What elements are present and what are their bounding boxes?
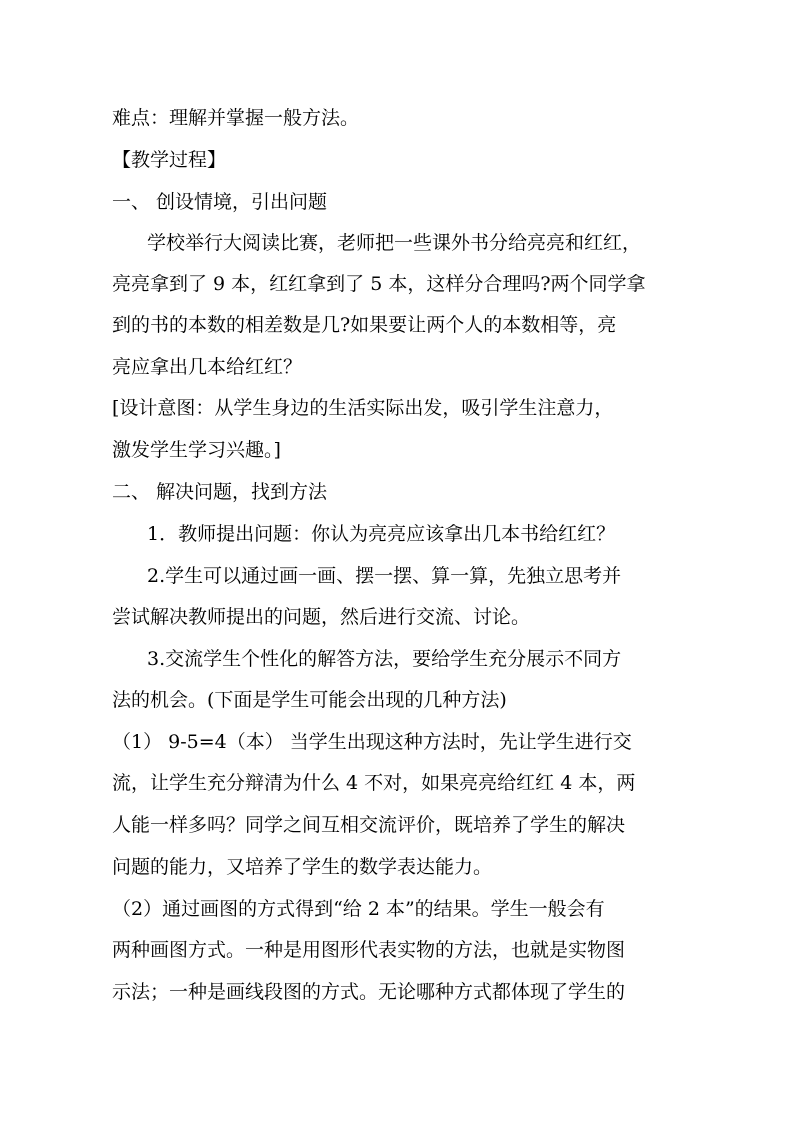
section-heading-teaching-process: 【教学过程】 — [112, 149, 227, 171]
method-1-line: 流，让学生充分辩清为什么 4 不对，如果亮亮给红红 4 本，两 — [112, 772, 636, 794]
method-1-line: 人能一样多吗？同学之间互相交流评价，既培养了学生的解决 — [112, 814, 626, 836]
design-intent-line: 激发学生学习兴趣。] — [112, 439, 281, 461]
method-2-line: 示法；一种是画线段图的方式。无论哪种方式都体现了学生的 — [112, 981, 626, 1003]
heading-create-situation: 一、 创设情境，引出问题 — [112, 191, 328, 213]
method-2-line: 两种画图方式。一种是用图形代表实物的方法，也就是实物图 — [112, 939, 626, 961]
difficulty-line: 难点：理解并掌握一般方法。 — [112, 107, 360, 129]
paragraph-line: 到的书的本数的相差数是几?如果要让两个人的本数相等，亮 — [112, 314, 617, 336]
step-3-line: 3.交流学生个性化的解答方法，要给学生充分展示不同方 — [147, 648, 622, 670]
method-2-line: （2）通过画图的方式得到“给 2 本”的结果。学生一般会有 — [112, 898, 605, 920]
step-2-line: 尝试解决教师提出的问题，然后进行交流、讨论。 — [112, 606, 531, 628]
design-intent-line: [设计意图：从学生身边的生活实际出发，吸引学生注意力， — [112, 397, 614, 419]
paragraph-line: 亮应拿出几本给红红？ — [112, 356, 303, 378]
step-1-line: 1．教师提出问题：你认为亮亮应该拿出几本书给红红？ — [147, 523, 616, 545]
method-1-line: 问题的能力，又培养了学生的数学表达能力。 — [112, 856, 493, 878]
step-2-line: 2.学生可以通过画一画、摆一摆、算一算，先独立思考并 — [147, 565, 622, 587]
paragraph-line: 亮亮拿到了 9 本，红红拿到了 5 本，这样分合理吗?两个同学拿 — [112, 273, 646, 295]
heading-solve-problem: 二、 解决问题，找到方法 — [112, 481, 328, 503]
method-1-line: （1） 9-5=4（本） 当学生出现这种方法时，先让学生进行交 — [112, 731, 632, 753]
paragraph-line: 学校举行大阅读比赛，老师把一些课外书分给亮亮和红红， — [147, 232, 642, 254]
step-3-line: 法的机会。(下面是学生可能会出现的几种方法) — [112, 689, 507, 711]
